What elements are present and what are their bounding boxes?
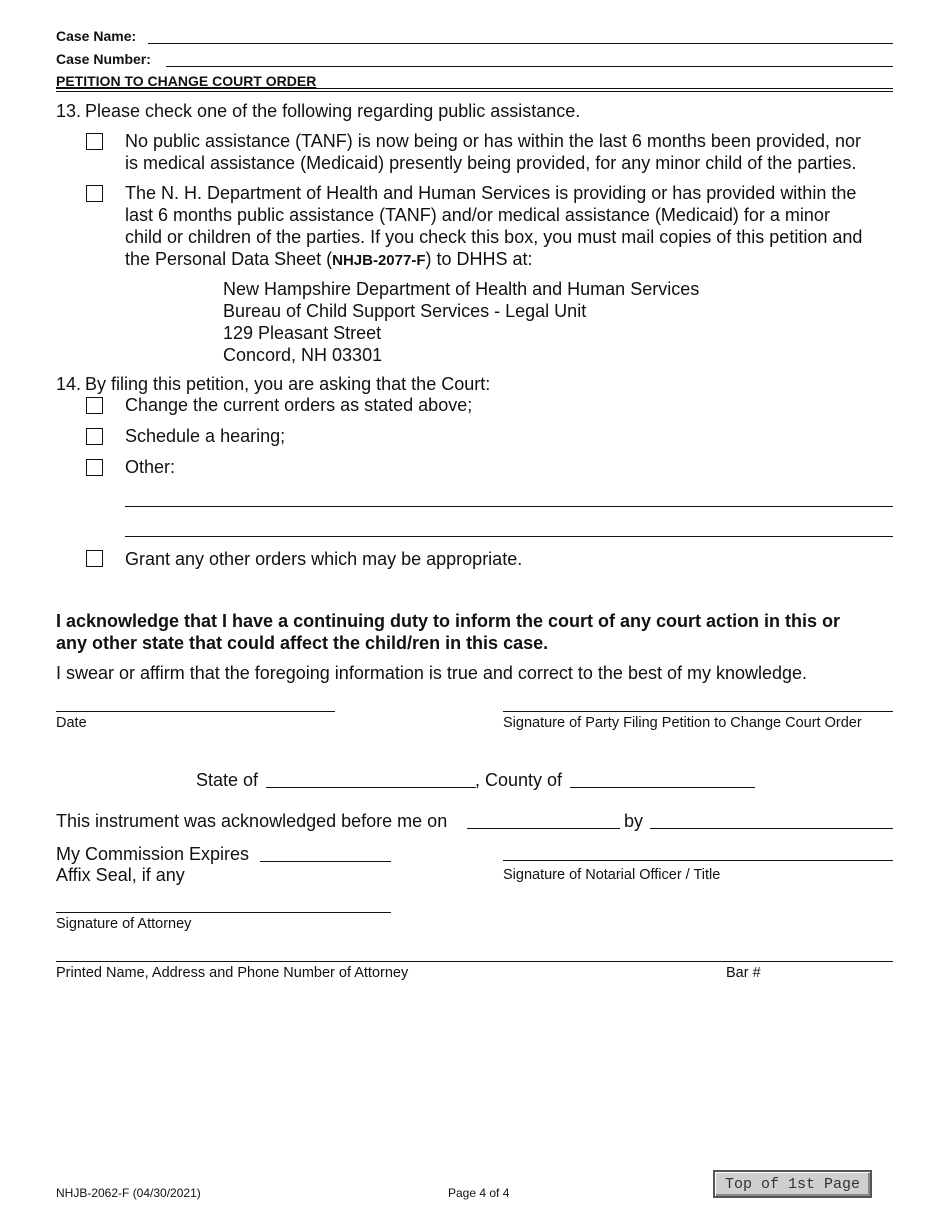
acknowledged-before-label: This instrument was acknowledged before me on	[56, 811, 448, 831]
title-rule	[56, 88, 893, 89]
other-line-1[interactable]	[125, 506, 893, 507]
title-rule-double	[56, 91, 893, 92]
by-label: by	[624, 811, 644, 831]
state-field[interactable]	[266, 787, 476, 788]
dhhs-address: New Hampshire Department of Health and Human Services Bureau of Child Support Services - Legal Unit 129 Pleasant Street Concord, NH 03301	[223, 279, 700, 365]
page-number: Page 4 of 4	[448, 1186, 510, 1200]
change-orders-text: Change the current orders as stated above;	[125, 395, 473, 415]
notary-signature-field[interactable]	[503, 860, 893, 861]
acknowledgment-text: I acknowledge that I have a continuing duty to inform the court of any court action in this or any other state that could affect the child/ren in this case.	[56, 611, 841, 653]
item14-number: 14.	[56, 374, 82, 394]
notary-signature-label: Signature of Notarial Officer / Title	[503, 867, 721, 883]
attorney-signature-label: Signature of Attorney	[56, 916, 192, 932]
other-checkbox[interactable]	[86, 459, 103, 476]
item14-prompt: By filing this petition, you are asking that the Court:	[85, 374, 491, 394]
top-of-first-page-button[interactable]: Top of 1st Page	[713, 1170, 872, 1198]
schedule-hearing-text: Schedule a hearing;	[125, 426, 286, 446]
attorney-signature-field[interactable]	[56, 912, 391, 913]
attorney-info-field[interactable]	[56, 961, 893, 962]
grant-other-checkbox[interactable]	[86, 550, 103, 567]
dhhs-assistance-checkbox[interactable]	[86, 185, 103, 202]
date-label: Date	[56, 715, 87, 731]
dhhs-assistance-text: The N. H. Department of Health and Human Services is providing or has provided within the last 6 months public assistance (TANF) and/or medical assistance (Medicaid) for a minor child or children of the parties. If you check this box, you must mail copies of this petition and the Personal Data Sheet (NHJB-2077-F) to DHHS at:	[125, 183, 863, 269]
case-number-field[interactable]	[166, 66, 893, 67]
acknowledged-by-field[interactable]	[650, 828, 893, 829]
form-title: PETITION TO CHANGE COURT ORDER	[56, 73, 317, 89]
item13-number: 13.	[56, 101, 82, 121]
other-text: Other:	[125, 457, 176, 477]
commission-expires-label: My Commission Expires	[56, 844, 250, 864]
schedule-hearing-checkbox[interactable]	[86, 428, 103, 445]
party-signature-field[interactable]	[503, 711, 893, 712]
change-orders-checkbox[interactable]	[86, 397, 103, 414]
county-field[interactable]	[570, 787, 755, 788]
other-line-2[interactable]	[125, 536, 893, 537]
date-field[interactable]	[56, 711, 335, 712]
item13-prompt: Please check one of the following regarding public assistance.	[85, 101, 581, 121]
case-number-label: Case Number:	[56, 51, 151, 67]
form-id: NHJB-2062-F (04/30/2021)	[56, 1186, 201, 1200]
attorney-info-label: Printed Name, Address and Phone Number of Attorney	[56, 965, 409, 981]
no-assistance-text: No public assistance (TANF) is now being or has within the last 6 months been provided, nor is medical assistance (Medicaid) presently being provided, for any minor child of the parties.	[125, 131, 862, 173]
acknowledged-date-field[interactable]	[467, 828, 620, 829]
grant-other-text: Grant any other orders which may be appropriate.	[125, 549, 523, 569]
commission-expires-field[interactable]	[260, 861, 391, 862]
case-name-field[interactable]	[148, 43, 893, 44]
swear-statement: I swear or affirm that the foregoing information is true and correct to the best of my knowledge.	[56, 663, 808, 683]
county-of-label: , County of	[475, 770, 563, 790]
party-signature-label: Signature of Party Filing Petition to Change Court Order	[503, 715, 862, 731]
no-assistance-checkbox[interactable]	[86, 133, 103, 150]
state-of-label: State of	[196, 770, 259, 790]
case-name-label: Case Name:	[56, 28, 137, 44]
bar-number-label: Bar #	[726, 965, 761, 981]
affix-seal-label: Affix Seal, if any	[56, 865, 185, 885]
